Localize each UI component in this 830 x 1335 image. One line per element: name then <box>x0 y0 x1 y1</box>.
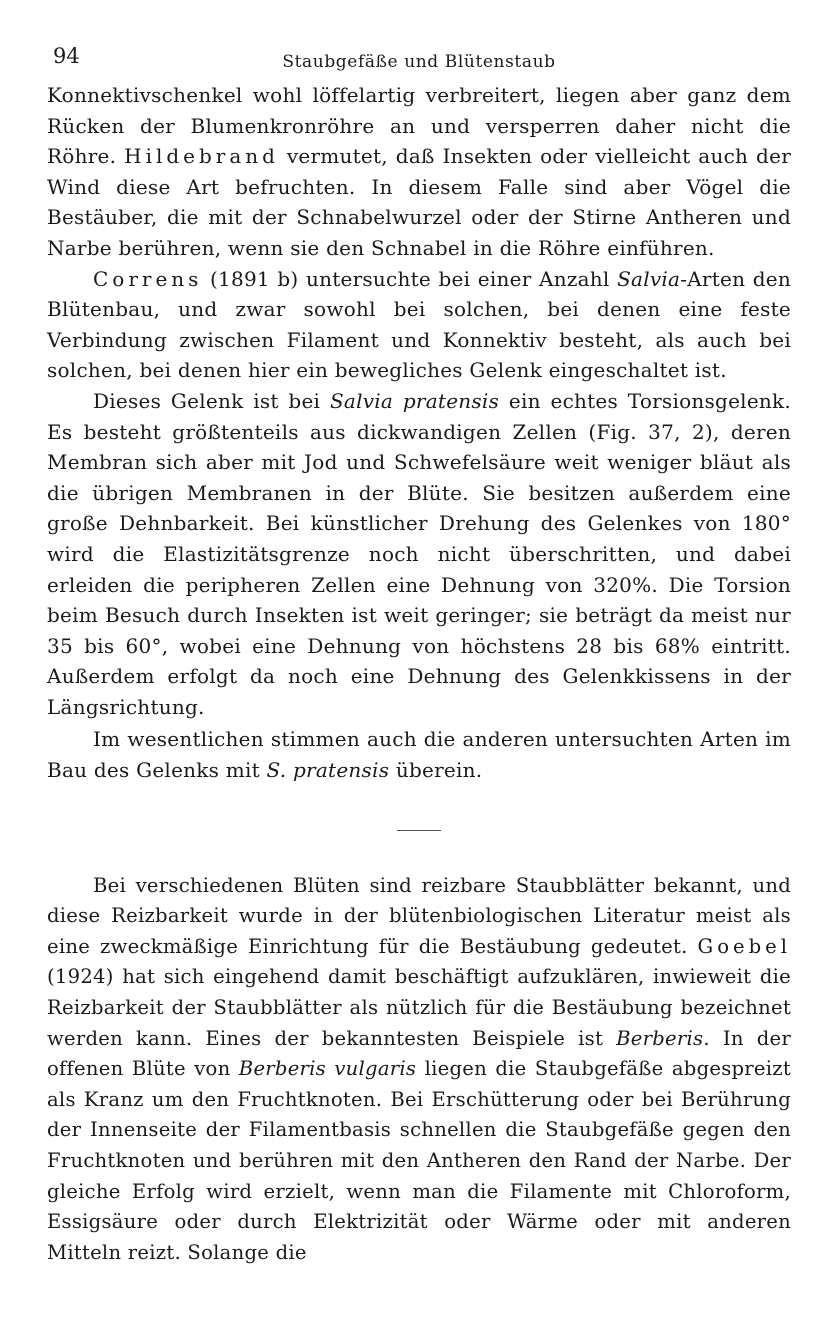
paragraph-1-text-b: vermutet, daß Insekten oder vielleicht auch der Wind diese Art befruchten. In diesem Falle sind aber Vögel die Bestäuber, die mit der Schnabelwurzel oder der Stirne Antheren und Narbe berühren, wenn sie den Schnabel in die Röhre einführen. <box>47 144 792 260</box>
page-number: 94 <box>53 44 80 68</box>
author-hildebrand: Hildebrand <box>124 144 279 169</box>
species-berberis-vulgaris: Berberis vulgaris <box>238 1057 417 1081</box>
paragraph-2-text-b: -Arten den Blütenbau, und zwar sowohl bei solchen, bei denen eine feste Verbindung zwischen Filament und Konnektiv besteht, als auch bei solchen, bei denen hier ein bewegliches Gelenk eingeschaltet ist. <box>47 266 791 383</box>
paragraph-2 <box>47 264 791 386</box>
paragraph-1-text-a: Konnektivschenkel wohl löffelartig verbreitert, liegen aber ganz dem Rücken der Blumenkronröhre an und versperren daher nicht die Röhre. <box>47 83 791 169</box>
paragraph-3 <box>47 386 791 723</box>
paragraph-4-text-b: überein. <box>389 758 483 783</box>
paragraph-3-text-a: Dieses Gelenk ist bei <box>93 388 330 413</box>
section-2 <box>47 871 791 1269</box>
paragraph-5-text-b: (1924) hat sich eingehend damit beschäftigt aufzuklären, inwieweit die Reizbarkeit der Staubblätter als nützlich für die Bestäubung bezeichnet werden kann. Eines der bekanntesten Beispiele ist <box>47 965 791 1050</box>
document-page <box>47 40 791 1268</box>
genus-berberis: Berberis <box>616 1026 704 1050</box>
paragraph-4 <box>47 724 791 785</box>
species-salvia-pratensis: Salvia pratensis <box>329 388 500 413</box>
species-s-pratensis: S. pratensis <box>266 758 390 783</box>
paragraph-3-text-b: ein echtes Torsionsgelenk. Es besteht größtenteils aus dickwandigen Zellen (Fig. 37, 2), deren Membran sich aber mit Jod und Schwefelsäure weit weniger bläut als die übrigen Membranen in der Blüte. Sie besitzen außerdem eine große Dehnbarkeit. Bei künstlicher Drehung des Gelenkes von 180° wird die Elastizitätsgrenze noch nicht überschritten, und dabei erleiden die peripheren Zellen eine Dehnung von 320%. Die Torsion beim Besuch durch Insekten ist weit geringer; sie beträgt da meist nur 35 bis 60°, wobei eine Dehnung von höchstens 28 bis 68% eintritt. Außerdem erfolgt da noch eine Dehnung des Gelenkkissens in der Längsrichtung. <box>47 388 792 719</box>
page-header <box>47 40 791 80</box>
paragraph-2-text-a: (1891 b) untersuchte bei einer Anzahl <box>202 266 618 291</box>
running-head: Staubgefäße und Blütenstaub <box>282 52 556 72</box>
paragraph-5 <box>47 871 791 1269</box>
author-goebel: Goebel <box>697 934 791 958</box>
genus-salvia: Salvia <box>617 266 681 291</box>
paragraph-5-text-c: . In der offenen Blüte von <box>47 1026 791 1081</box>
paragraph-5-text-d: liegen die Staubgefäße abgespreizt als Kranz um den Fruchtknoten. Bei Erschütterung oder bei Berührung der Innenseite der Filamentbasis schnellen die Staubgefäße gegen den Fruchtknoten und berühren mit den Antheren den Rand der Narbe. Der gleiche Erfolg wird erzielt, wenn man die Filamente mit Chloroform, Essigsäure oder durch Elektrizität oder Wärme oder mit anderen Mitteln reizt. Solange die <box>47 1057 791 1264</box>
paragraph-1 <box>47 80 791 264</box>
author-correns: Correns <box>93 266 203 291</box>
paragraph-5-text-a: Bei verschiedenen Blüten sind reizbare Staubblätter bekannt, und diese Reizbarkeit wurde in der blütenbiologischen Literatur meist als eine zweckmäßige Einrichtung für die Bestäubung gedeutet. <box>47 873 791 958</box>
section-separator <box>397 830 441 831</box>
paragraph-4-text-a: Im wesentlichen stimmen auch die anderen untersuchten Arten im Bau des Gelenks mit <box>47 727 791 783</box>
